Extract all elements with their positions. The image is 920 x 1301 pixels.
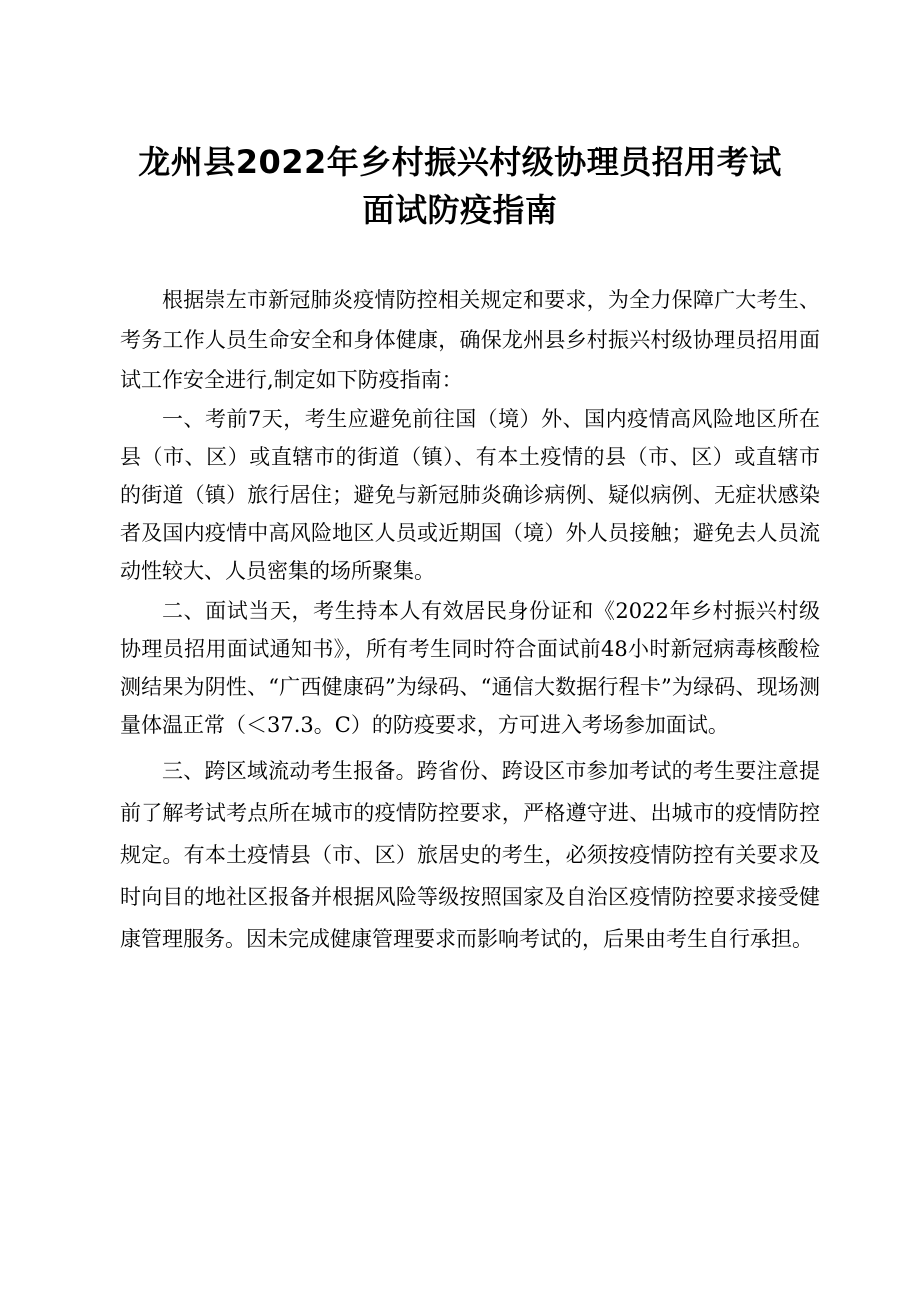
paragraph-item-2: 二、面试当天，考生持本人有效居民身份证和《2022年乡村振兴村级协理员招用面试通知书》，所有考生同时符合面试前48小时新冠病毒核酸检测结果为阴性、“广西健康码”为绿码、“通信大数据行程卡”为绿码、现场测量体温正常（＜37.3。C）的防疫要求，方可进入考场参加面试。 (120, 599, 820, 737)
paragraph-item-1: 一、考前7天，考生应避免前往国（境）外、国内疫情高风险地区所在县（市、区）或直辖市的街道（镇）、有本土疫情的县（市、区）或直辖市的街道（镇）旅行居住；避免与新冠肺炎确诊病例、疑似病例、无症状感染者及国内疫情中高风险地区人员或近期国（境）外人员接触；避免去人员流动性较大、人员密集的场所聚集。 (120, 407, 820, 583)
paragraph-item-3: 三、跨区域流动考生报备。跨省份、跨设区市参加考试的考生要注意提前了解考试考点所在城市的疫情防控要求，严格遵守进、出城市的疫情防控规定。有本土疫情县（市、区）旅居史的考生，必须按疫情防控有关要求及时向目的地社区报备并根据风险等级按照国家及自治区疫情防控要求接受健康管理服务。因未完成健康管理要求而影响考试的，后果由考生自行承担。 (120, 759, 820, 951)
document-title (100, 138, 820, 234)
title-line-2: 面试防疫指南 (362, 191, 558, 229)
title-line-1: 龙州县2022年乡村振兴村级协理员招用考试 (138, 143, 782, 181)
document-body (120, 280, 820, 960)
paragraph-intro: 根据崇左市新冠肺炎疫情防控相关规定和要求，为全力保障广大考生、考务工作人员生命安全和身体健康，确保龙州县乡村振兴村级协理员招用面试工作安全进行,制定如下防疫指南： (120, 288, 820, 392)
